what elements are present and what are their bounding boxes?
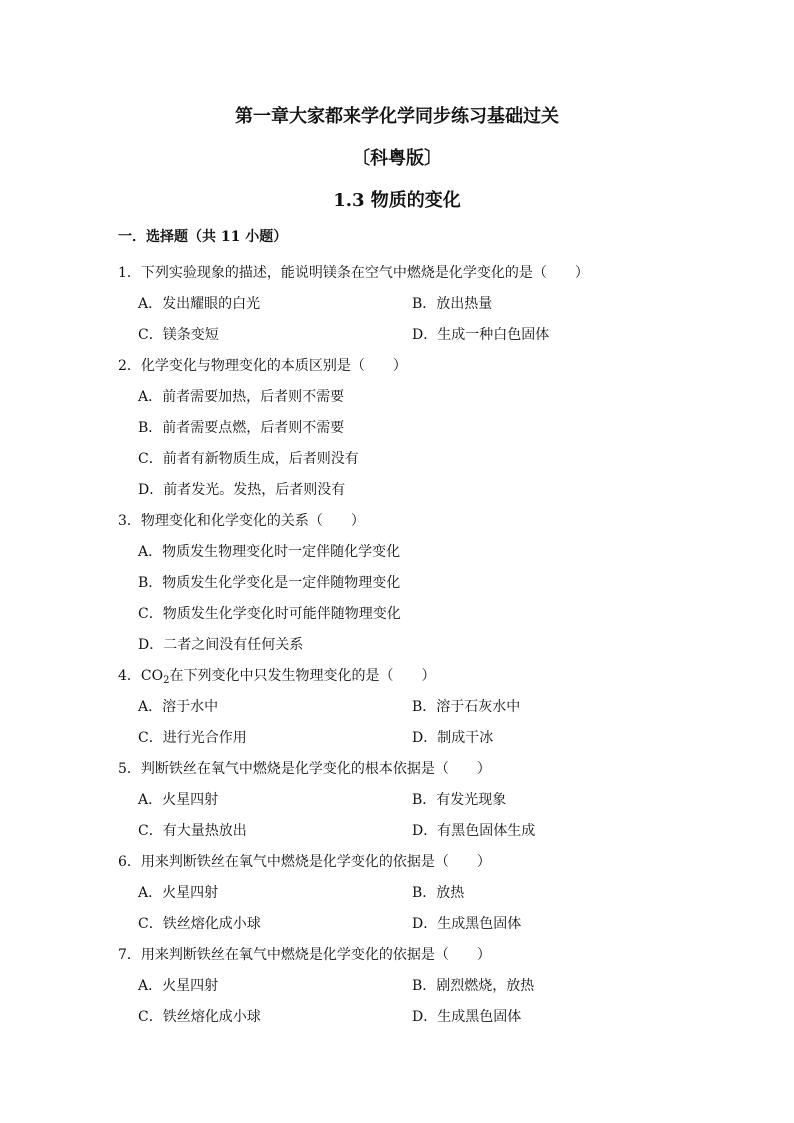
option-b[interactable]: B．剧烈燃烧，放热 bbox=[412, 978, 535, 994]
question-6 bbox=[118, 847, 718, 940]
question-stem: 1．下列实验现象的描述，能说明镁条在空气中燃烧是化学变化的是（ ） bbox=[118, 265, 589, 281]
option-d[interactable]: D．制成干冰 bbox=[412, 730, 494, 746]
question-5 bbox=[118, 754, 718, 847]
option-b[interactable]: B．有发光现象 bbox=[412, 792, 507, 808]
lesson-title: 1.3 物质的变化 bbox=[333, 190, 461, 211]
question-stem: 7．用来判断铁丝在氧气中燃烧是化学变化的依据是（ ） bbox=[118, 947, 491, 963]
question-1 bbox=[118, 258, 718, 351]
option-c[interactable]: C．前者有新物质生成，后者则没有 bbox=[138, 451, 359, 467]
option-a[interactable]: A．发出耀眼的白光 bbox=[138, 296, 261, 312]
option-b[interactable]: B．溶于石灰水中 bbox=[412, 699, 521, 715]
option-group bbox=[118, 971, 718, 1033]
option-b[interactable]: B．放热 bbox=[412, 885, 465, 901]
option-a[interactable]: A．溶于水中 bbox=[138, 699, 219, 715]
question-stem: 5．判断铁丝在氧气中燃烧是化学变化的根本依据是（ ） bbox=[118, 761, 491, 777]
question-4 bbox=[118, 661, 718, 754]
option-group bbox=[118, 537, 718, 661]
option-b[interactable]: B．物质发生化学变化是一定伴随物理变化 bbox=[138, 575, 401, 591]
option-a[interactable]: A．前者需要加热，后者则不需要 bbox=[138, 389, 345, 405]
section-heading: 一．选择题（共 11 小题） bbox=[118, 229, 288, 245]
option-group bbox=[118, 692, 718, 754]
question-7 bbox=[118, 940, 718, 1033]
option-d[interactable]: D．有黑色固体生成 bbox=[412, 823, 536, 839]
document-title: 第一章大家都来学化学同步练习基础过关 bbox=[235, 106, 559, 127]
question-stem: 2．化学变化与物理变化的本质区别是（ ） bbox=[118, 358, 407, 374]
subscript-2: 2 bbox=[163, 675, 170, 686]
option-group bbox=[118, 289, 718, 351]
option-a[interactable]: A．火星四射 bbox=[138, 792, 219, 808]
question-2 bbox=[118, 351, 718, 506]
option-group bbox=[118, 382, 718, 506]
option-c[interactable]: C．镁条变短 bbox=[138, 327, 219, 343]
option-d[interactable]: D．生成黑色固体 bbox=[412, 1009, 522, 1025]
option-b[interactable]: B．放出热量 bbox=[412, 296, 493, 312]
stem-suffix: 在下列变化中只发生物理变化的是（ ） bbox=[169, 668, 436, 684]
document-subtitle: 〔科粤版〕 bbox=[352, 148, 442, 169]
option-group bbox=[118, 785, 718, 847]
option-a[interactable]: A．火星四射 bbox=[138, 885, 219, 901]
question-stem bbox=[118, 661, 718, 692]
option-a[interactable]: A．物质发生物理变化时一定伴随化学变化 bbox=[138, 544, 401, 560]
option-d[interactable]: D．前者发光。发热，后者则没有 bbox=[138, 482, 346, 498]
stem-prefix: 4．CO bbox=[118, 668, 164, 684]
option-c[interactable]: C．铁丝熔化成小球 bbox=[138, 1009, 261, 1025]
option-c[interactable]: C．物质发生化学变化时可能伴随物理变化 bbox=[138, 606, 401, 622]
option-d[interactable]: D．生成黑色固体 bbox=[412, 916, 522, 932]
option-c[interactable]: C．进行光合作用 bbox=[138, 730, 247, 746]
question-list bbox=[118, 258, 718, 1033]
option-d[interactable]: D．生成一种白色固体 bbox=[412, 327, 550, 343]
option-c[interactable]: C．有大量热放出 bbox=[138, 823, 247, 839]
question-3 bbox=[118, 506, 718, 661]
question-stem: 3．物理变化和化学变化的关系（ ） bbox=[118, 513, 365, 529]
option-b[interactable]: B．前者需要点燃，后者则不需要 bbox=[138, 420, 345, 436]
option-group bbox=[118, 878, 718, 940]
option-c[interactable]: C．铁丝熔化成小球 bbox=[138, 916, 261, 932]
question-stem: 6．用来判断铁丝在氧气中燃烧是化学变化的依据是（ ） bbox=[118, 854, 491, 870]
option-a[interactable]: A．火星四射 bbox=[138, 978, 219, 994]
option-d[interactable]: D．二者之间没有任何关系 bbox=[138, 637, 304, 653]
